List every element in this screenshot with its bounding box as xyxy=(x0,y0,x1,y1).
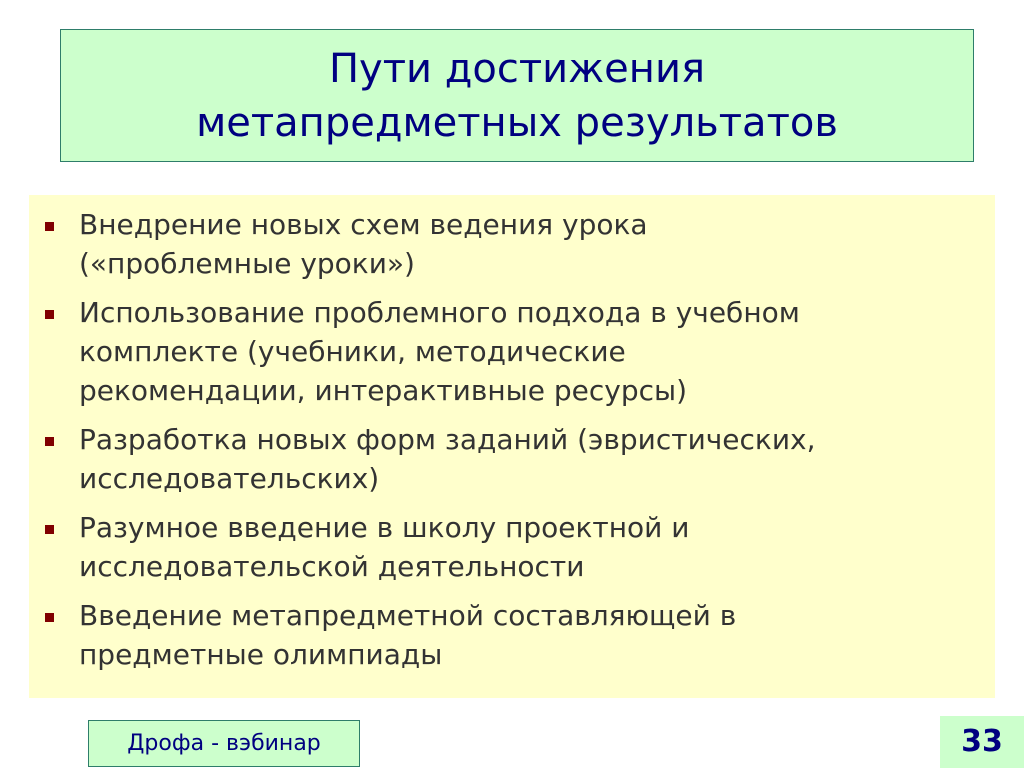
bullet-3-line-1: Разработка новых форм заданий (эвристических, xyxy=(79,423,816,456)
bullet-2-line-1: Использование проблемного подхода в учебном xyxy=(79,296,800,329)
bullet-item-2 xyxy=(41,293,975,410)
square-bullet-icon xyxy=(45,525,54,534)
bullet-item-1 xyxy=(41,205,975,283)
bullet-panel xyxy=(29,195,995,698)
bullet-item-3 xyxy=(41,420,975,498)
bullet-3-line-2: исследовательских) xyxy=(79,462,380,495)
square-bullet-icon xyxy=(45,613,54,622)
bullet-item-4 xyxy=(41,508,975,586)
bullet-4-line-2: исследовательской деятельности xyxy=(79,550,585,583)
slide-title xyxy=(60,29,974,162)
bullet-list xyxy=(41,205,975,674)
square-bullet-icon xyxy=(45,310,54,319)
bullet-1-line-2: («проблемные уроки») xyxy=(79,247,415,280)
bullet-1-line-1: Внедрение новых схем ведения урока xyxy=(79,208,648,241)
square-bullet-icon xyxy=(45,222,54,231)
square-bullet-icon xyxy=(45,437,54,446)
footer-label: Дрофа - вэбинар xyxy=(88,720,360,767)
page-number: 33 xyxy=(940,716,1024,768)
bullet-5-line-1: Введение метапредметной составляющей в xyxy=(79,599,737,632)
bullet-5-line-2: предметные олимпиады xyxy=(79,638,443,671)
title-line-1: Пути достижения xyxy=(328,45,706,92)
bullet-4-line-1: Разумное введение в школу проектной и xyxy=(79,511,690,544)
title-line-2: метапредметных результатов xyxy=(196,99,838,146)
bullet-2-line-3: рекомендации, интерактивные ресурсы) xyxy=(79,374,688,407)
bullet-item-5 xyxy=(41,596,975,674)
bullet-2-line-2: комплекте (учебники, методические xyxy=(79,335,626,368)
